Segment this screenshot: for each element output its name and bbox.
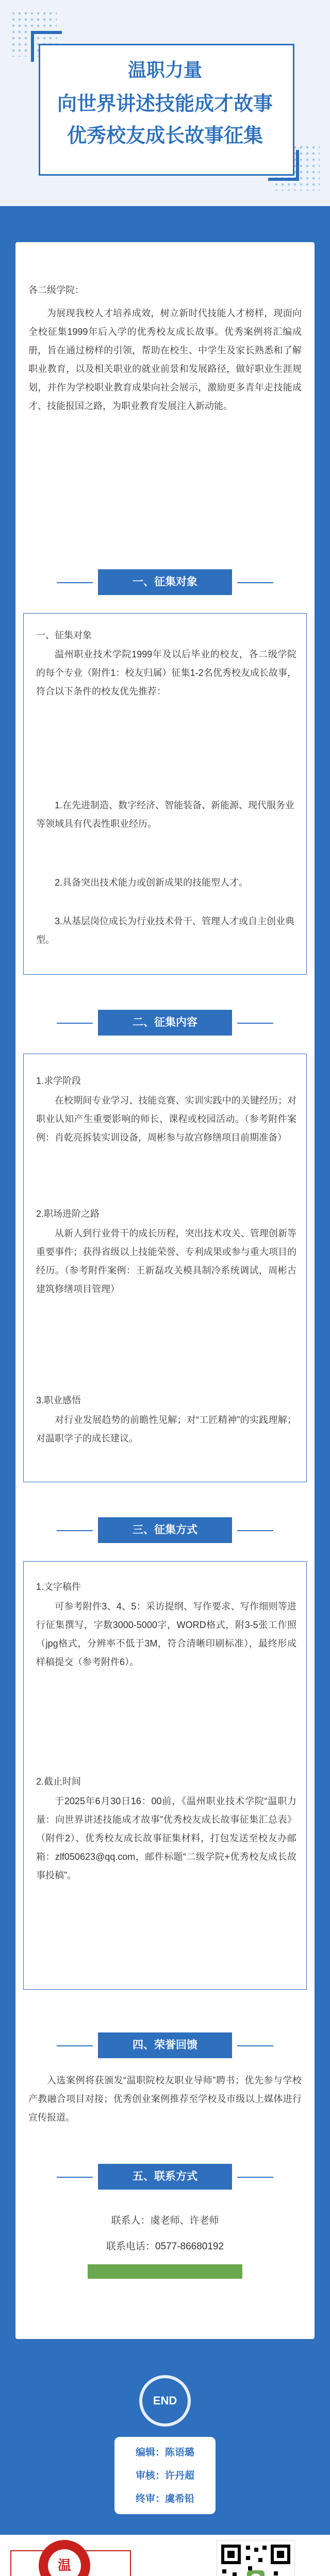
end-badge: END <box>139 2375 191 2427</box>
footer <box>0 2535 330 2576</box>
title-line-3: 优秀校友成长故事征集 <box>67 125 263 147</box>
section3-p2-title: 2.截止时间 <box>36 1776 81 1787</box>
contact-phone: 联系电话：0577-86680192 <box>106 2241 224 2252</box>
section1-point-1: 1.在先进制造、数字经济、智能装备、新能源、现代服务业等领域具有代表性职业经历。 <box>36 800 295 829</box>
corner-stroke-decoration <box>296 150 299 181</box>
section2-p2-title: 2.职场进阶之路 <box>36 1209 100 1219</box>
intro-body: 为展现我校人才培养成效，树立新时代技能人才榜样，现面向全校征集1999年后入学的优秀校友成长故事。优秀案例将汇编成册，旨在通过榜样的引领，帮助在校生、中学生及家长熟悉和了解职业教育，以及相关职业的就业前景和发展路径，做好职业生涯规划，并作为学校职业教育成果向社会展示，激励更多青年走技能成才、技能报国之路，为职业教育发展注入新动能。 <box>28 308 302 411</box>
credit-reviewer: 审核：许丹超 <box>135 2470 194 2481</box>
credit-final: 终审：虞希铅 <box>135 2494 194 2504</box>
title-line-1: 温职力量 <box>127 59 202 80</box>
qr-code[interactable] <box>217 2540 295 2576</box>
header-banner <box>0 0 330 206</box>
section5-heading: 五、联系方式 <box>98 2164 232 2190</box>
credit-editor: 编辑：陈语璐 <box>135 2447 194 2458</box>
greeting: 各二级学院： <box>28 285 84 295</box>
credits-box <box>114 2437 216 2514</box>
section2-p1-body: 在校期间专业学习、技能竞赛、实训实践中的关键经历；对职业认知产生重要影响的师长、课程或校园活动。（参考附件案例：肖乾亮拆装实训设备，周彬参与故宫修缮项目前期准备） <box>36 1095 296 1143</box>
section2-p3-title: 3.职业感悟 <box>36 1395 81 1405</box>
green-accent-bar <box>88 2264 242 2279</box>
section3-p2-body: 于2025年6月30日16：00前，《温州职业技术学院“温职力量：向世界讲述技能成才故事”优秀校友成长故事征集汇总表》（附件2）、优秀校友成长故事征集材料，打包发送至校友办邮箱：zlf050623@qq.com，邮件标题“二级学院+优秀校友成长故事投稿”。 <box>36 1796 296 1880</box>
section4-body: 入选案例将获颁发“温职院校友职业导师”聘书；优先参与学校产教融合项目对接；优秀创业案例推荐至学校及市级以上媒体进行宣传报道。 <box>28 2075 302 2123</box>
qr-code-icon <box>217 2540 294 2576</box>
section1-item-title: 一、征集对象 <box>36 630 92 640</box>
title-line-2: 向世界讲述技能成才故事 <box>57 93 273 115</box>
contact-people: 联系人：虞老师、许老师 <box>111 2215 219 2226</box>
section2-heading: 二、征集内容 <box>98 1010 232 1036</box>
section3-p1-title: 1.文字稿件 <box>36 1582 81 1592</box>
section3-p1-body: 可参考附件3、4、5：采访提纲、写作要求、写作细则等进行征集撰写，字数3000-5000字，WORD格式，附3-5张工作照（jpg格式，分辨率不低于3M，符合清晰印刷标准），最终形成样稿提交（参考附件6）。 <box>36 1601 296 1667</box>
section1-point-2: 2.具备突出技术能力或创新成果的技能型人才。 <box>55 877 249 888</box>
alumni-association-logo: 温 <box>39 2540 90 2576</box>
section2-p3-body: 对行业发展趋势的前瞻性见解；对“工匠精神”的实践理解；对温职学子的成长建议。 <box>36 1415 296 1444</box>
section1-lead: 温州职业技术学院1999年及以后毕业的校友，各二级学院的每个专业（附件1：校友归属）征集1-2名优秀校友成长故事，符合以下条件的校友优先推荐： <box>36 649 296 697</box>
section2-p2-body: 从新人到行业骨干的成长历程，突出技术攻关、管理创新等重要事件；获得省级以上技能荣誉、专利成果或参与重大项目的经历。（参考附件案例：王新磊攻关模具制冷系统调试，周彬古建筑修缮项目管理） <box>36 1228 296 1294</box>
section1-point-3: 3.从基层岗位成长为行业技术骨干、管理人才或自主创业典型。 <box>36 916 295 945</box>
section2-p1-title: 1.求学阶段 <box>36 1076 81 1086</box>
corner-stroke-decoration <box>31 31 62 34</box>
section1-heading: 一、征集对象 <box>98 569 232 595</box>
corner-stroke-decoration <box>268 178 299 181</box>
section3-heading: 三、征集方式 <box>98 1517 232 1543</box>
corner-stroke-decoration <box>31 31 34 62</box>
section4-heading: 四、荣誉回馈 <box>98 2032 232 2058</box>
